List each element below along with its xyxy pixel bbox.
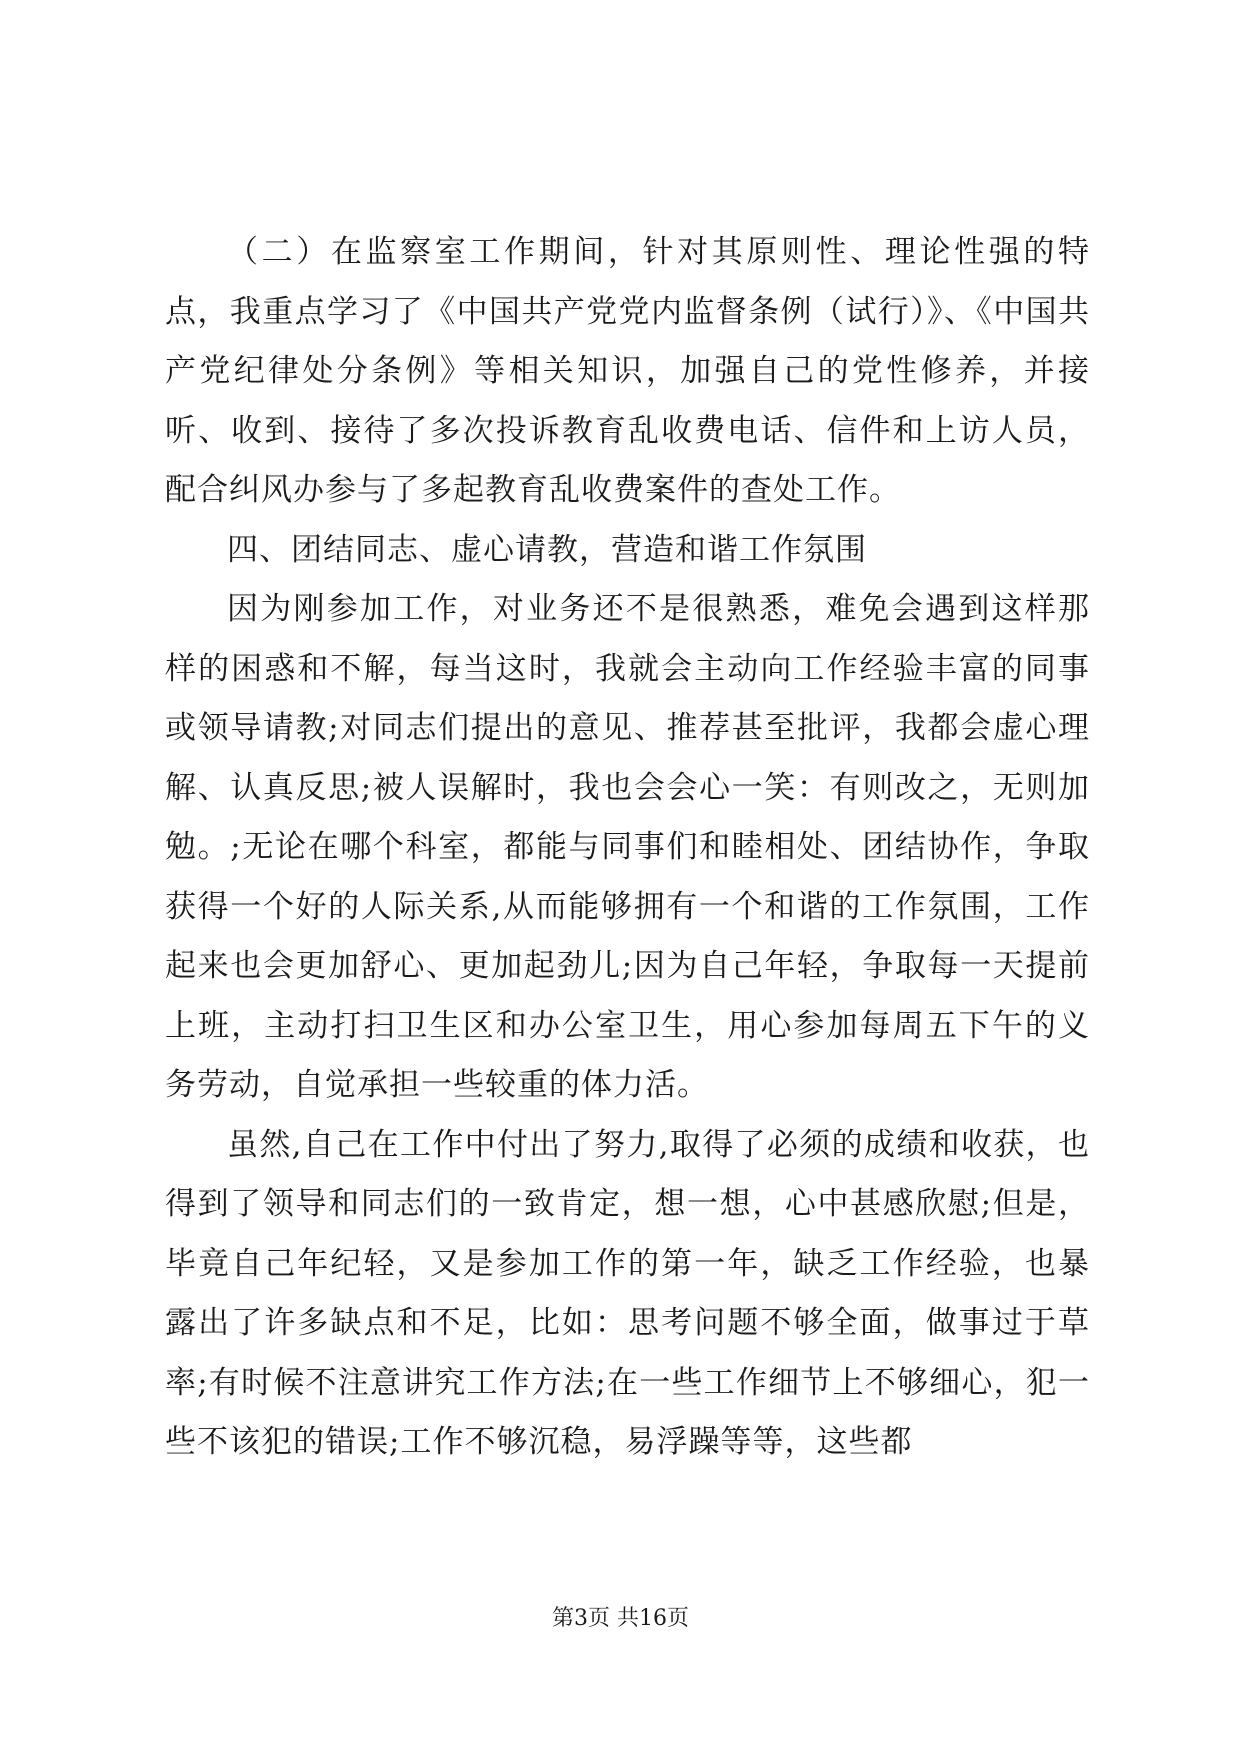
paragraph-shortcomings: 虽然,自己在工作中付出了努力,取得了必须的成绩和收获，也得到了领导和同志们的一致肯定，想一想，心中甚感欣慰;但是，毕竟自己年纪轻，又是参加工作的第一年，缺乏工作经验，也暴露出了许多缺点和不足，比如：思考问题不够全面，做事过于草率;有时候不注意讲究工作方法;在一些工作细节上不够细心，犯一些不该犯的错误;工作不够沉稳，易浮躁等等，这些都 bbox=[165, 1126, 1090, 1460]
page-number-footer: 第3页 共16页 bbox=[552, 1606, 689, 1631]
section-heading-unity: 四、团结同志、虚心请教，营造和谐工作氛围 bbox=[227, 531, 867, 568]
document-body bbox=[165, 223, 1090, 1473]
paragraph-supervision-office: （二）在监察室工作期间，针对其原则性、理论性强的特点，我重点学习了《中国共产党党内监督条例（试行）》、《中国共产党纪律处分条例》等相关知识，加强自己的党性修养，并接听、收到、接待了多次投诉教育乱收费电话、信件和上访人员，配合纠风办参与了多起教育乱收费案件的查处工作。 bbox=[165, 234, 1090, 508]
paragraph-seeking-advice: 因为刚参加工作，对业务还不是很熟悉，难免会遇到这样那样的困惑和不解，每当这时，我就会主动向工作经验丰富的同事或领导请教;对同志们提出的意见、推荐甚至批评，我都会虚心理解、认真反思;被人误解时，我也会会心一笑：有则改之，无则加勉。;无论在哪个科室，都能与同事们和睦相处、团结协作，争取获得一个好的人际关系,从而能够拥有一个和谐的工作氛围，工作起来也会更加舒心、更加起劲儿;因为自己年轻，争取每一天提前上班，主动打扫卫生区和办公室卫生，用心参加每周五下午的义务劳动，自觉承担一些较重的体力活。 bbox=[165, 591, 1090, 1103]
